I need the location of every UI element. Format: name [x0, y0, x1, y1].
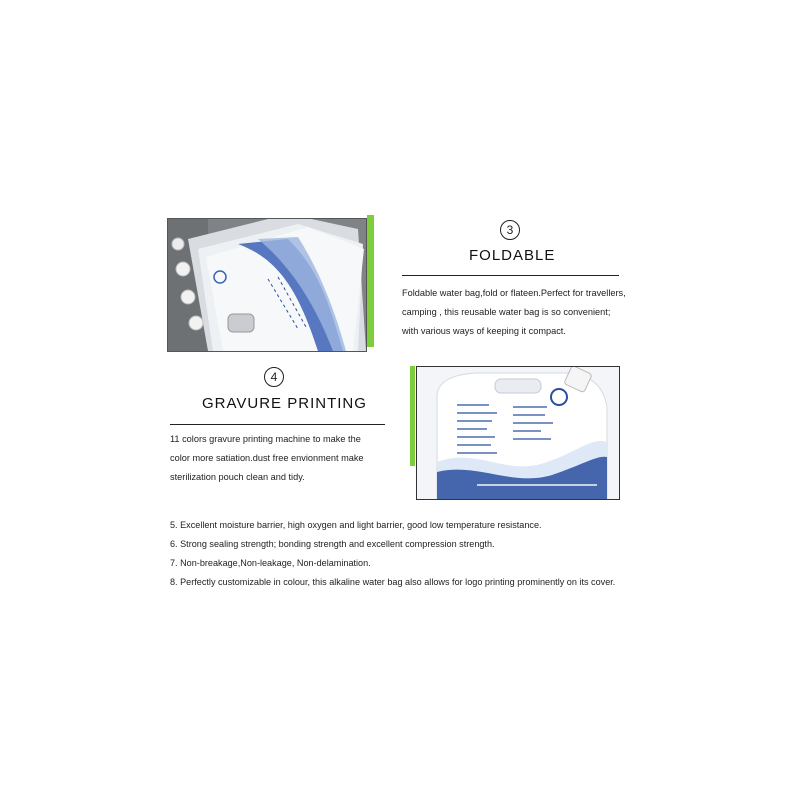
divider — [170, 424, 385, 425]
stacked-bags-photo — [167, 218, 367, 352]
section-number-3: 3 — [500, 220, 520, 240]
gravure-line: sterilization pouch clean and tidy. — [170, 472, 305, 482]
accent-bar — [367, 215, 374, 347]
foldable-line: Foldable water bag,fold or flateen.Perfect for travellers, — [402, 288, 626, 298]
divider — [402, 275, 619, 276]
section-title-gravure-printing: GRAVURE PRINTING — [202, 395, 367, 412]
gravure-line: 11 colors gravure printing machine to make the — [170, 434, 361, 444]
foldable-line: camping , this reusable water bag is so convenient; — [402, 307, 611, 317]
section-number-4: 4 — [264, 367, 284, 387]
feature-item: 8. Perfectly customizable in colour, this alkaline water bag also allows for logo printing prominently on its cover. — [170, 577, 616, 587]
gravure-description — [170, 430, 364, 487]
section-title-foldable: FOLDABLE — [469, 247, 556, 264]
feature-item: 5. Excellent moisture barrier, high oxygen and light barrier, good low temperature resistance. — [170, 520, 542, 530]
feature-list — [170, 516, 615, 592]
feature-item: 7. Non-breakage,Non-leakage, Non-delamination. — [170, 558, 371, 568]
accent-bar — [410, 366, 415, 466]
foldable-description — [402, 284, 626, 341]
gravure-line: color more satiation.dust free envionment make — [170, 453, 364, 463]
feature-item: 6. Strong sealing strength; bonding strength and excellent compression strength. — [170, 539, 495, 549]
spout-pouch-photo — [416, 366, 620, 500]
foldable-line: with various ways of keeping it compact. — [402, 326, 566, 336]
